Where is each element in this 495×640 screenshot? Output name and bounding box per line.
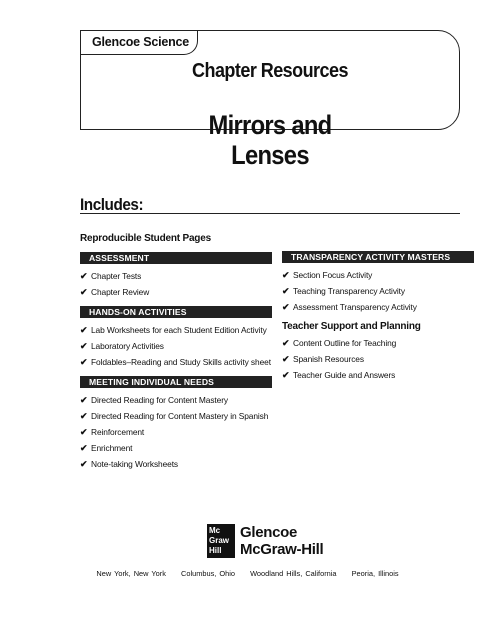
check-icon: ✔ xyxy=(80,325,88,335)
publisher-name: Glencoe McGraw-Hill xyxy=(240,524,324,558)
check-icon: ✔ xyxy=(80,341,88,351)
list-item: ✔ Directed Reading for Content Mastery in Spanish xyxy=(80,408,272,424)
divider-rule xyxy=(80,213,460,214)
check-icon: ✔ xyxy=(282,370,290,380)
brand-tab: Glencoe Science xyxy=(80,30,198,55)
check-icon: ✔ xyxy=(80,411,88,421)
check-icon: ✔ xyxy=(282,302,290,312)
list-item: ✔ Content Outline for Teaching xyxy=(282,335,474,351)
check-icon: ✔ xyxy=(282,270,290,280)
list-item: ✔ Chapter Review xyxy=(80,284,272,300)
check-icon: ✔ xyxy=(80,271,88,281)
left-column xyxy=(80,233,272,478)
includes-label: Includes: xyxy=(80,195,144,214)
check-icon: ✔ xyxy=(80,459,88,469)
check-icon: ✔ xyxy=(80,427,88,437)
list-item: ✔ Laboratory Activities xyxy=(80,338,272,354)
list-item: ✔ Section Focus Activity xyxy=(282,267,474,283)
right-column xyxy=(282,251,474,389)
list-item: ✔ Assessment Transparency Activity xyxy=(282,299,474,315)
list-item: ✔ Spanish Resources xyxy=(282,351,474,367)
assessment-list xyxy=(80,268,272,300)
list-item: ✔ Foldables–Reading and Study Skills activity sheet xyxy=(80,354,272,370)
section-bar-transparency: TRANSPARENCY ACTIVITY MASTERS xyxy=(282,251,474,263)
check-icon: ✔ xyxy=(80,443,88,453)
teacher-support-heading: Teacher Support and Planning xyxy=(282,321,421,332)
list-item: ✔ Lab Worksheets for each Student Edition Activity xyxy=(80,322,272,338)
section-bar-hands-on: HANDS-ON ACTIVITIES xyxy=(80,306,272,318)
city-label: New York, New York xyxy=(96,569,166,578)
individual-needs-list xyxy=(80,392,272,472)
check-icon: ✔ xyxy=(282,338,290,348)
check-icon: ✔ xyxy=(80,287,88,297)
publisher-cities xyxy=(0,569,495,578)
list-item: ✔ Teaching Transparency Activity xyxy=(282,283,474,299)
title-line-1: Mirrors and xyxy=(208,110,332,140)
title-line-2: Lenses xyxy=(231,140,309,170)
transparency-list xyxy=(282,267,474,315)
check-icon: ✔ xyxy=(282,354,290,364)
list-item: ✔ Teacher Guide and Answers xyxy=(282,367,474,383)
section-bar-individual-needs: MEETING INDIVIDUAL NEEDS xyxy=(80,376,272,388)
check-icon: ✔ xyxy=(80,395,88,405)
teacher-support-list xyxy=(282,335,474,383)
list-item: ✔ Enrichment xyxy=(80,440,272,456)
list-item: ✔ Note-taking Worksheets xyxy=(80,456,272,472)
city-label: Columbus, Ohio xyxy=(181,569,235,578)
list-item: ✔ Chapter Tests xyxy=(80,268,272,284)
check-icon: ✔ xyxy=(80,357,88,367)
mcgraw-hill-logo-mark: Mc Graw Hill xyxy=(207,524,235,558)
student-pages-heading: Reproducible Student Pages xyxy=(80,233,211,244)
page-title xyxy=(103,110,437,170)
list-item: ✔ Directed Reading for Content Mastery xyxy=(80,392,272,408)
list-item: ✔ Reinforcement xyxy=(80,424,272,440)
city-label: Peoria, Illinois xyxy=(351,569,399,578)
section-bar-assessment: ASSESSMENT xyxy=(80,252,272,264)
hands-on-list xyxy=(80,322,272,370)
subtitle: Chapter Resources xyxy=(192,60,348,82)
check-icon: ✔ xyxy=(282,286,290,296)
city-label: Woodland Hills, California xyxy=(250,569,337,578)
